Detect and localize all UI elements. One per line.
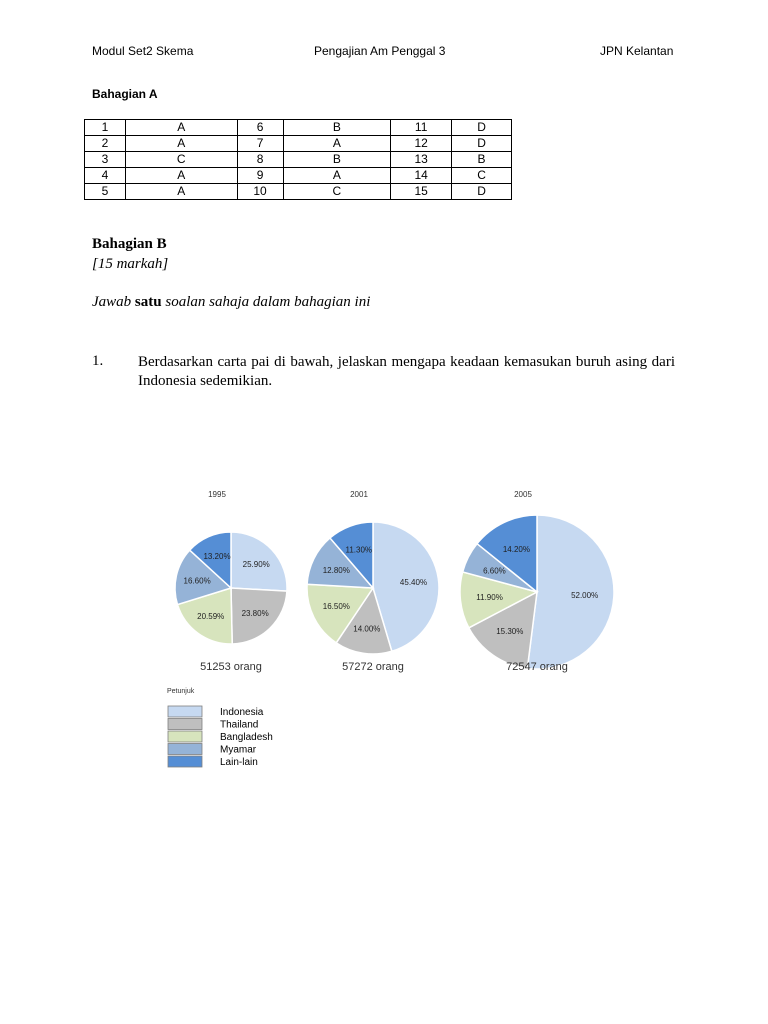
legend-title: Petunjuk <box>167 688 195 695</box>
header-left: Modul Set2 Skema <box>92 44 194 58</box>
answer-cell: A <box>283 136 391 152</box>
answer-cell: A <box>125 136 237 152</box>
chart-year: 1995 <box>208 490 226 499</box>
slice-label: 12.80% <box>322 565 350 575</box>
question-number-cell: 5 <box>85 184 126 200</box>
question-number-cell: 15 <box>391 184 452 200</box>
legend-swatch-bangladesh <box>168 731 202 742</box>
answer-cell: B <box>283 120 391 136</box>
legend-swatch-lain-lain <box>168 756 202 767</box>
section-b-title: Bahagian B <box>92 236 167 252</box>
chart-year: 2005 <box>514 490 532 499</box>
answer-cell: D <box>452 184 512 200</box>
question-number-cell: 14 <box>391 168 452 184</box>
question-number-cell: 9 <box>237 168 283 184</box>
question-number-cell: 3 <box>85 152 126 168</box>
instruction-pre: Jawab <box>92 294 135 310</box>
legend-swatch-thailand <box>168 719 202 730</box>
slice-label: 14.20% <box>502 544 530 554</box>
header-right: JPN Kelantan <box>600 44 674 58</box>
question-number-cell: 7 <box>237 136 283 152</box>
question-number-cell: 2 <box>85 136 126 152</box>
slice-label: 16.60% <box>183 576 211 586</box>
chart-year: 2001 <box>350 490 368 499</box>
answer-cell: C <box>283 184 391 200</box>
slice-label: 25.90% <box>242 560 270 570</box>
legend-swatch-indonesia <box>168 706 202 717</box>
slice-label: 45.40% <box>399 578 428 588</box>
slice-label: 6.60% <box>483 566 506 576</box>
slice-label: 52.00% <box>571 590 599 600</box>
question-number: 1. <box>92 353 104 369</box>
header-center: Pengajian Am Penggal 3 <box>314 44 446 58</box>
answer-cell: A <box>125 184 237 200</box>
question-number-cell: 12 <box>391 136 452 152</box>
slice-label: 23.80% <box>241 608 269 618</box>
slice-label: 13.20% <box>203 552 231 562</box>
slice-label: 16.50% <box>322 602 350 612</box>
legend-swatch-myamar <box>168 744 202 755</box>
answer-cell: B <box>452 152 512 168</box>
section-a-title: Bahagian A <box>92 87 158 101</box>
chart-total: 51253 orang <box>200 661 262 673</box>
question-number-cell: 10 <box>237 184 283 200</box>
answer-cell: A <box>125 168 237 184</box>
question-number-cell: 8 <box>237 152 283 168</box>
answer-cell: B <box>283 152 391 168</box>
question-number-cell: 11 <box>391 120 452 136</box>
answer-cell: C <box>125 152 237 168</box>
question-number-cell: 13 <box>391 152 452 168</box>
instruction-bold: satu <box>134 294 162 310</box>
legend-label: Indonesia <box>220 707 264 718</box>
answer-cell: D <box>452 120 512 136</box>
question-number-cell: 6 <box>237 120 283 136</box>
question-number-cell: 4 <box>85 168 126 184</box>
chart-total: 72547 orang <box>506 661 568 673</box>
legend-label: Myamar <box>220 744 257 756</box>
question-text: Berdasarkan carta pai di bawah, jelaskan mengapa keadaan kemasukan buruh asing dari Indonesia sedemikian. <box>138 354 675 389</box>
slice-label: 11.90% <box>476 593 503 603</box>
legend-label: Lain-lain <box>220 757 258 768</box>
legend-label: Thailand <box>220 719 259 731</box>
legend-label: Bangladesh <box>220 732 273 743</box>
chart-total: 57272 orang <box>342 661 404 673</box>
slice-label: 15.30% <box>496 627 524 637</box>
answer-cell: A <box>283 168 391 184</box>
section-b-marks: [15 markah] <box>92 256 169 272</box>
answer-cell: C <box>452 168 512 184</box>
slice-label: 11.30% <box>345 545 373 555</box>
slice-label: 14.00% <box>353 624 381 634</box>
instruction-post: soalan sahaja dalam bahagian ini <box>161 294 371 310</box>
slice-label: 20.59% <box>197 612 225 622</box>
answer-cell: D <box>452 136 512 152</box>
question-number-cell: 1 <box>85 120 126 136</box>
answer-cell: A <box>125 120 237 136</box>
